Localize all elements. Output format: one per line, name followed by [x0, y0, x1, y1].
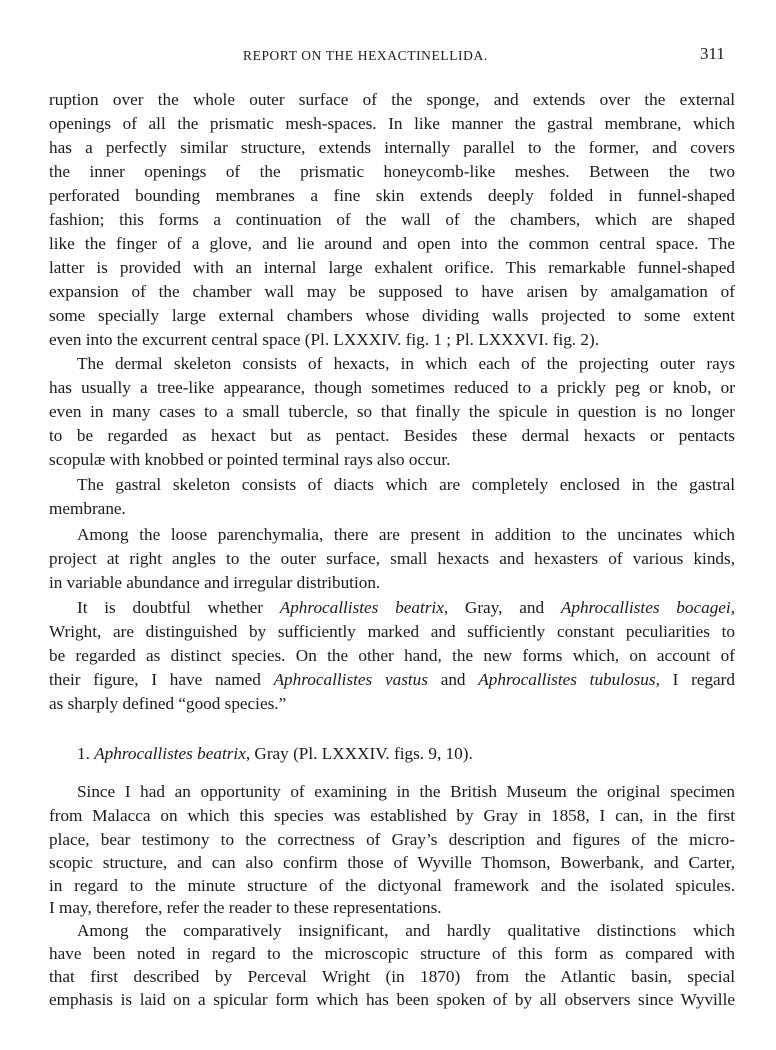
page-number: 311 [700, 44, 725, 63]
running-title: REPORT ON THE HEXACTINELLIDA. [243, 48, 488, 63]
text-line: Among the comparatively insignificant, and hardly qualitative distinctions which [77, 921, 735, 940]
text-line: The dermal skeleton consists of hexacts, in which each of the projecting outer rays [77, 354, 735, 373]
text-line: from Malacca on which this species was established by Gray in 1858, I can, in the first [49, 806, 735, 825]
text-line: their figure, I have named Aphrocallistes vastus and Aphrocallistes tubulosus, I regard [49, 670, 735, 689]
text-line: like the finger of a glove, and lie around and open into the common central space. The [49, 234, 735, 253]
text-line: fashion; this forms a continuation of the wall of the chambers, which are shaped [49, 210, 735, 229]
text-line: has a perfectly similar structure, extends internally parallel to the former, and covers [49, 138, 735, 157]
text-line: place, bear testimony to the correctness of Gray’s description and figures of the micro- [49, 830, 735, 849]
text-line: Among the loose parenchymalia, there are present in addition to the uncinates which [77, 525, 735, 544]
text-line: even into the excurrent central space (Pl. LXXXIV. fig. 1 ; Pl. LXXXVI. fig. 2). [49, 330, 600, 349]
text-line: in variable abundance and irregular distribution. [49, 573, 381, 592]
page-header [0, 44, 776, 68]
text-line: membrane. [49, 499, 126, 518]
text-line: has usually a tree-like appearance, though sometimes reduced to a prickly peg or knob, or [49, 378, 735, 397]
text-line: in regard to the minute structure of the dictyonal framework and the isolated spicules. [49, 876, 735, 895]
text-line: It is doubtful whether Aphrocallistes beatrix, Gray, and Aphrocallistes bocagei, [77, 598, 736, 617]
text-line: scopic structure, and can also confirm those of Wyville Thomson, Bowerbank, and Carter, [49, 853, 735, 872]
species-name: Aphrocallistes vastus [273, 670, 428, 689]
text-line: as sharply defined “good species.” [49, 694, 287, 713]
text-line: ruption over the whole outer surface of the sponge, and extends over the external [49, 90, 735, 109]
text-line: even in many cases to a small tubercle, so that finally the spicule in question is no longer [49, 402, 735, 421]
species-name: Aphrocallistes bocagei [560, 598, 731, 617]
text-line: to be regarded as hexact but as pentact. Besides these dermal hexacts or pentacts [49, 426, 735, 445]
text-line: openings of all the prismatic mesh-spaces. In like manner the gastral membrane, which [49, 114, 735, 133]
text-line: the inner openings of the prismatic honeycomb-like meshes. Between the two [49, 162, 735, 181]
text-line: scopulæ with knobbed or pointed terminal rays also occur. [49, 450, 451, 469]
text-line: be regarded as distinct species. On the other hand, the new forms which, on account of [49, 646, 735, 665]
species-name: Aphrocallistes tubulosus [478, 670, 656, 689]
species-name: Aphrocallistes beatrix [279, 598, 444, 617]
text-line: The gastral skeleton consists of diacts which are completely enclosed in the gastral [77, 475, 735, 494]
text-line: latter is provided with an internal large exhalent orifice. This remarkable funnel-shaped [49, 258, 735, 277]
text-line: emphasis is laid on a spicular form which has been spoken of by all observers since Wyville [49, 990, 735, 1009]
text-line: project at right angles to the outer surface, small hexacts and hexasters of various kinds, [49, 549, 735, 568]
text-line: some specially large external chambers whose dividing walls projected to some extent [49, 306, 735, 325]
section-heading: 1. Aphrocallistes beatrix, Gray (Pl. LXXXIV. figs. 9, 10). [77, 744, 473, 763]
text-line: Since I had an opportunity of examining in the British Museum the original specimen [77, 782, 735, 801]
text-line: I may, therefore, refer the reader to these representations. [49, 898, 442, 917]
text-line: have been noted in regard to the microscopic structure of this form as compared with [49, 944, 735, 963]
text-line: that first described by Perceval Wright (in 1870) from the Atlantic basin, special [49, 967, 735, 986]
text-line: perforated bounding membranes a fine skin extends deeply folded in funnel-shaped [49, 186, 735, 205]
species-name: Aphrocallistes beatrix [94, 744, 246, 763]
text-line: expansion of the chamber wall may be supposed to have arisen by amalgamation of [49, 282, 735, 301]
text-line: Wright, are distinguished by sufficiently marked and sufficiently constant peculiarities to [49, 622, 735, 641]
